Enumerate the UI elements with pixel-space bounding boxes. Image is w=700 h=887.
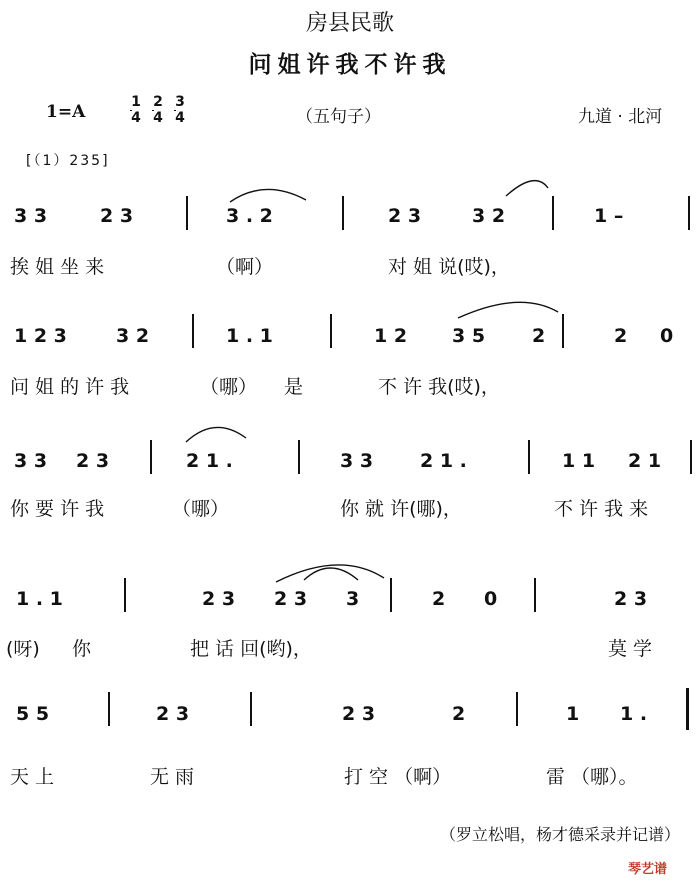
note-group: 3 3 [14,205,48,227]
song-form: （五句子） [296,107,381,127]
note-group: 5 5 [16,703,50,725]
note-group: 2 3 [388,205,422,227]
note-group: 3 3 [14,450,48,472]
lyric-line: 挨 姐 坐 来 [10,256,105,278]
lyric-line: 雷 （哪）。 [546,766,638,788]
lyric-line: 你 就 许(哪)， [340,498,462,520]
note-group: 3 2 [116,325,150,347]
note-group: 2 3 [76,450,110,472]
note-group: 1 2 [374,325,408,347]
song-title: 问姐许我不许我 [248,52,452,78]
note-group: 2 [452,703,466,725]
lyric-line: 你 要 许 我 [10,498,105,520]
note-group: 2 3 [100,205,134,227]
lyric-line: （啊） [216,256,274,278]
lyric-line: （哪） [172,498,230,520]
note-group: 2 3 [274,588,308,610]
lyric-line: （哪） [200,376,258,398]
note-group: 3 . 2 [226,205,273,227]
note-group: 0 [660,325,674,347]
note-group: 2 [614,325,628,347]
note-group: 3 5 [452,325,486,347]
note-group: 2 3 [156,703,190,725]
meter-3-4: 3 4 [175,94,185,126]
note-group: 2 1 [628,450,662,472]
lyric-line: 问 姐 的 许 我 [10,376,130,398]
note-group: 3 [346,588,360,610]
lyric-line: 你 [72,638,92,660]
note-group: 2 [532,325,546,347]
note-group: 0 [484,588,498,610]
note-group: 1 . 1 [16,588,63,610]
note-group: 1 2 3 [14,325,67,347]
note-group: 2 3 [614,588,648,610]
meter-2-4: 2 4 [153,94,163,126]
lyric-line: 对 姐 说(哎)， [388,256,510,278]
note-group: 2 [432,588,446,610]
lyric-line: 无 雨 [150,766,195,788]
note-group: 1 1 [562,450,596,472]
note-group: 2 3 [342,703,376,725]
lyric-line: 莫 学 [608,638,653,660]
credit-line: （罗立松唱，杨才德采录并记谱） [439,825,680,844]
lyric-line: 把 话 回(哟)， [190,638,312,660]
note-group: 1 . 1 [226,325,273,347]
note-group: 1 [566,703,580,725]
intro-notes: [（1）235] [26,153,110,169]
meter-1-4: 1 4 [131,94,141,126]
note-group: 3 3 [340,450,374,472]
note-group: 1 . [620,703,648,725]
note-group: 1 – [594,205,624,227]
note-group: 2 1 . [420,450,467,472]
lyric-line: 不 许 我 来 [554,498,649,520]
note-group: 2 1 . [186,450,233,472]
lyric-line: 天 上 [10,766,55,788]
song-region: 九道 · 北河 [578,107,663,127]
song-subtitle: 房县民歌 [305,11,394,36]
note-group: 3 2 [472,205,506,227]
site-logo[interactable]: 琴艺谱 [628,862,668,877]
key-signature: 1=A [46,102,86,122]
lyric-line: 打 空 （啊） [344,766,452,788]
lyric-line: 是 [284,376,304,398]
lyric-line: 不 许 我(哎)， [378,376,500,398]
note-group: 2 3 [202,588,236,610]
lyric-line: (呀) [6,638,40,660]
